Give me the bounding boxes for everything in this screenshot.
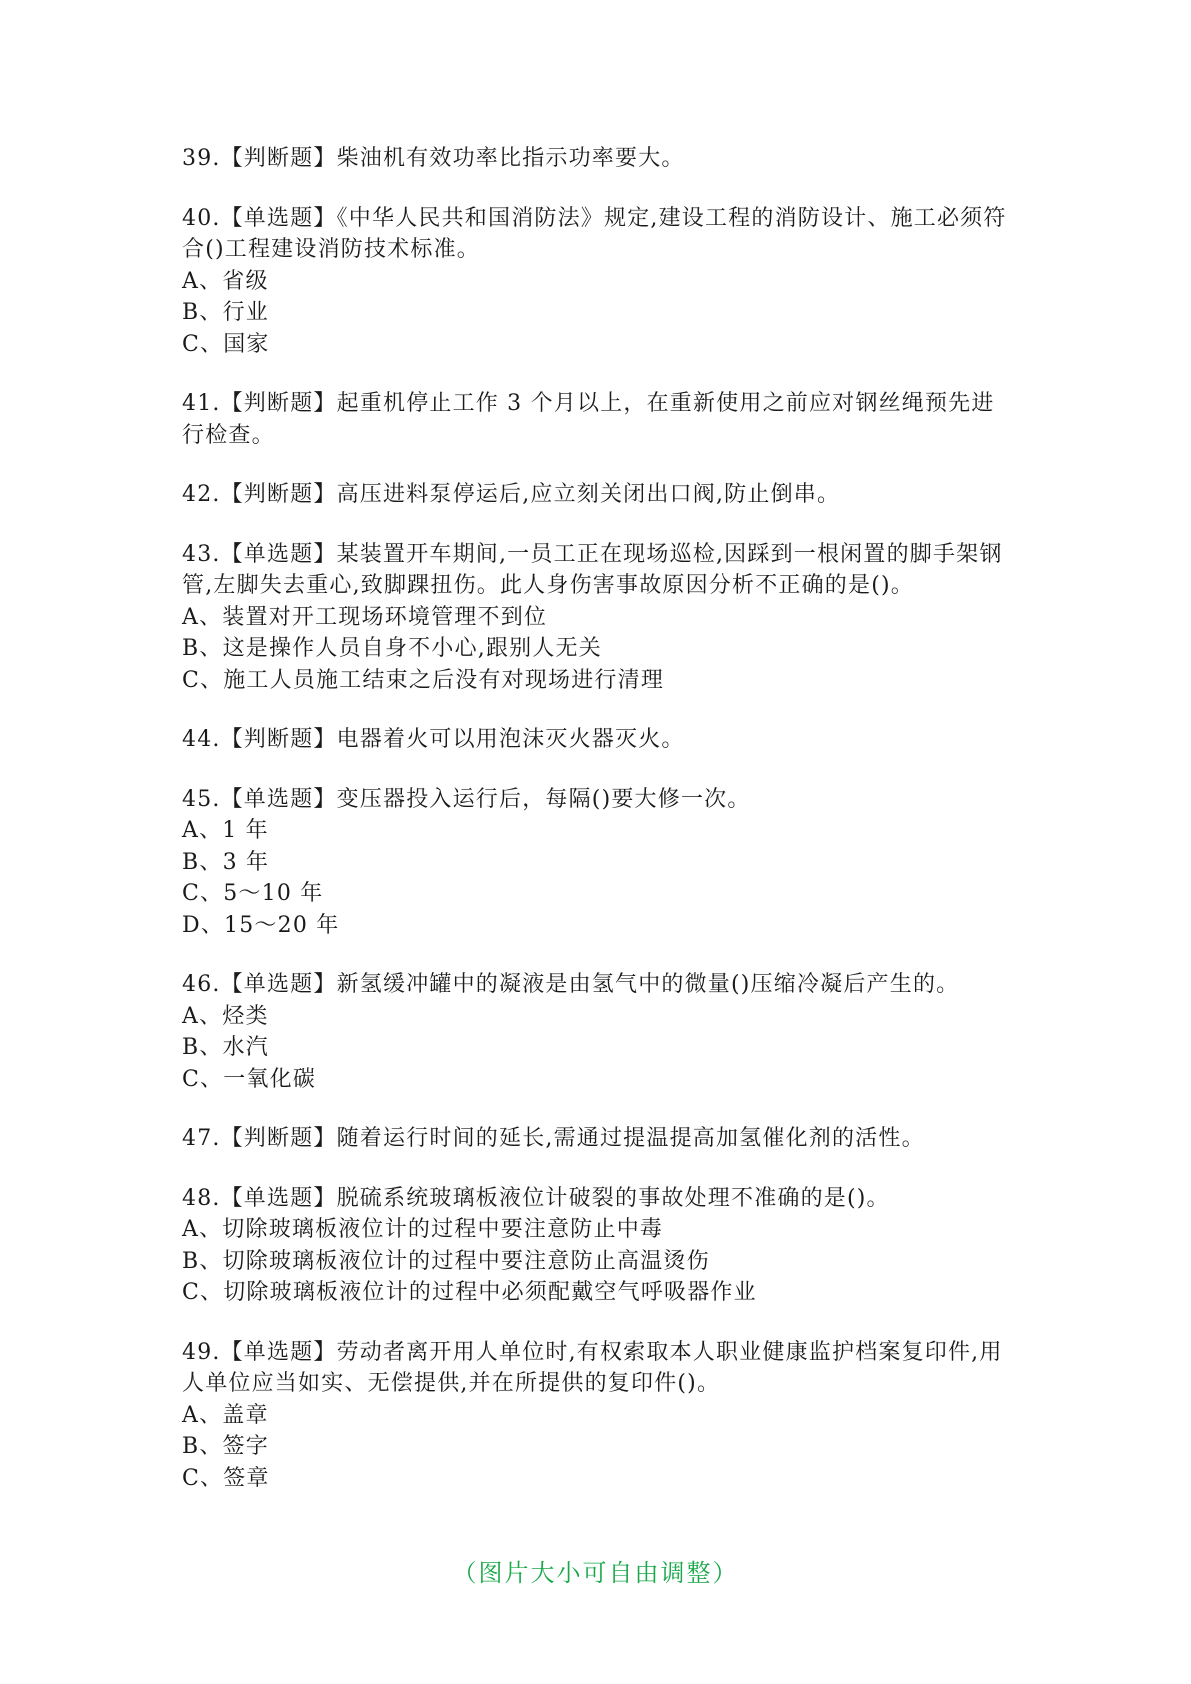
question-stem: 47.【判断题】随着运行时间的延长,需通过提温提高加氢催化剂的活性。 [182, 1126, 925, 1151]
option-b: B、切除玻璃板液位计的过程中要注意防止高温烫伤 [182, 1248, 710, 1274]
option-a: A、装置对开工现场环境管理不到位 [182, 604, 548, 630]
question-stem: 40.【单选题】《中华人民共和国消防法》规定,建设工程的消防设计、施工必须符合()工程建设消防技术标准。 [182, 205, 1007, 262]
option-a: A、省级 [182, 268, 269, 294]
image-resize-note: （图片大小可自由调整） [452, 1559, 739, 1587]
question-49 [182, 1337, 1012, 1495]
option-a: A、烃类 [182, 1003, 269, 1029]
option-b: B、签字 [182, 1434, 269, 1459]
option-c: C、切除玻璃板液位计的过程中必须配戴空气呼吸器作业 [182, 1280, 757, 1305]
question-47 [182, 1123, 1012, 1155]
option-d: D、15～20 年 [182, 912, 340, 938]
question-44 [182, 724, 1012, 756]
question-stem: 45.【单选题】变压器投入运行后，每隔()要大修一次。 [182, 786, 751, 812]
option-c: C、施工人员施工结束之后没有对现场进行清理 [182, 667, 665, 693]
option-c: C、5～10 年 [182, 881, 324, 906]
question-stem: 46.【单选题】新氢缓冲罐中的凝液是由氢气中的微量()压缩冷凝后产生的。 [182, 972, 960, 997]
question-stem: 48.【单选题】脱硫系统玻璃板液位计破裂的事故处理不准确的是()。 [182, 1185, 890, 1211]
question-stem: 41.【判断题】起重机停止工作 3 个月以上，在重新使用之前应对钢丝绳预先进行检查。 [182, 391, 995, 448]
option-c: C、签章 [182, 1465, 270, 1491]
question-list [182, 143, 1012, 1522]
question-stem: 39.【判断题】柴油机有效功率比指示功率要大。 [182, 146, 685, 171]
question-stem: 42.【判断题】高压进料泵停运后,应立刻关闭出口阀,防止倒串。 [182, 482, 841, 507]
question-stem: 49.【单选题】劳动者离开用人单位时,有权索取本人职业健康监护档案复印件,用人单位应当如实、无偿提供,并在所提供的复印件()。 [182, 1339, 1003, 1396]
question-42 [182, 479, 1012, 511]
question-stem: 43.【单选题】某装置开车期间,一员工正在现场巡检,因踩到一根闲置的脚手架钢管,左脚失去重心,致脚踝扭伤。此人身伤害事故原因分析不正确的是()。 [182, 541, 1003, 598]
question-45 [182, 784, 1012, 942]
option-c: C、一氧化碳 [182, 1066, 317, 1092]
option-a: A、1 年 [182, 818, 269, 843]
question-stem: 44.【判断题】电器着火可以用泡沫灭火器灭火。 [182, 727, 685, 752]
question-46 [182, 969, 1012, 1095]
option-b: B、水汽 [182, 1035, 269, 1060]
option-b: B、3 年 [182, 849, 270, 875]
option-b: B、这是操作人员自身不小心,跟别人无关 [182, 636, 602, 661]
option-b: B、行业 [182, 300, 269, 325]
question-48 [182, 1183, 1012, 1309]
option-a: A、盖章 [182, 1402, 269, 1428]
question-40 [182, 203, 1012, 361]
question-41 [182, 388, 1012, 451]
question-43 [182, 539, 1012, 697]
option-c: C、国家 [182, 331, 270, 357]
question-39 [182, 143, 1012, 175]
option-a: A、切除玻璃板液位计的过程中要注意防止中毒 [182, 1217, 664, 1242]
